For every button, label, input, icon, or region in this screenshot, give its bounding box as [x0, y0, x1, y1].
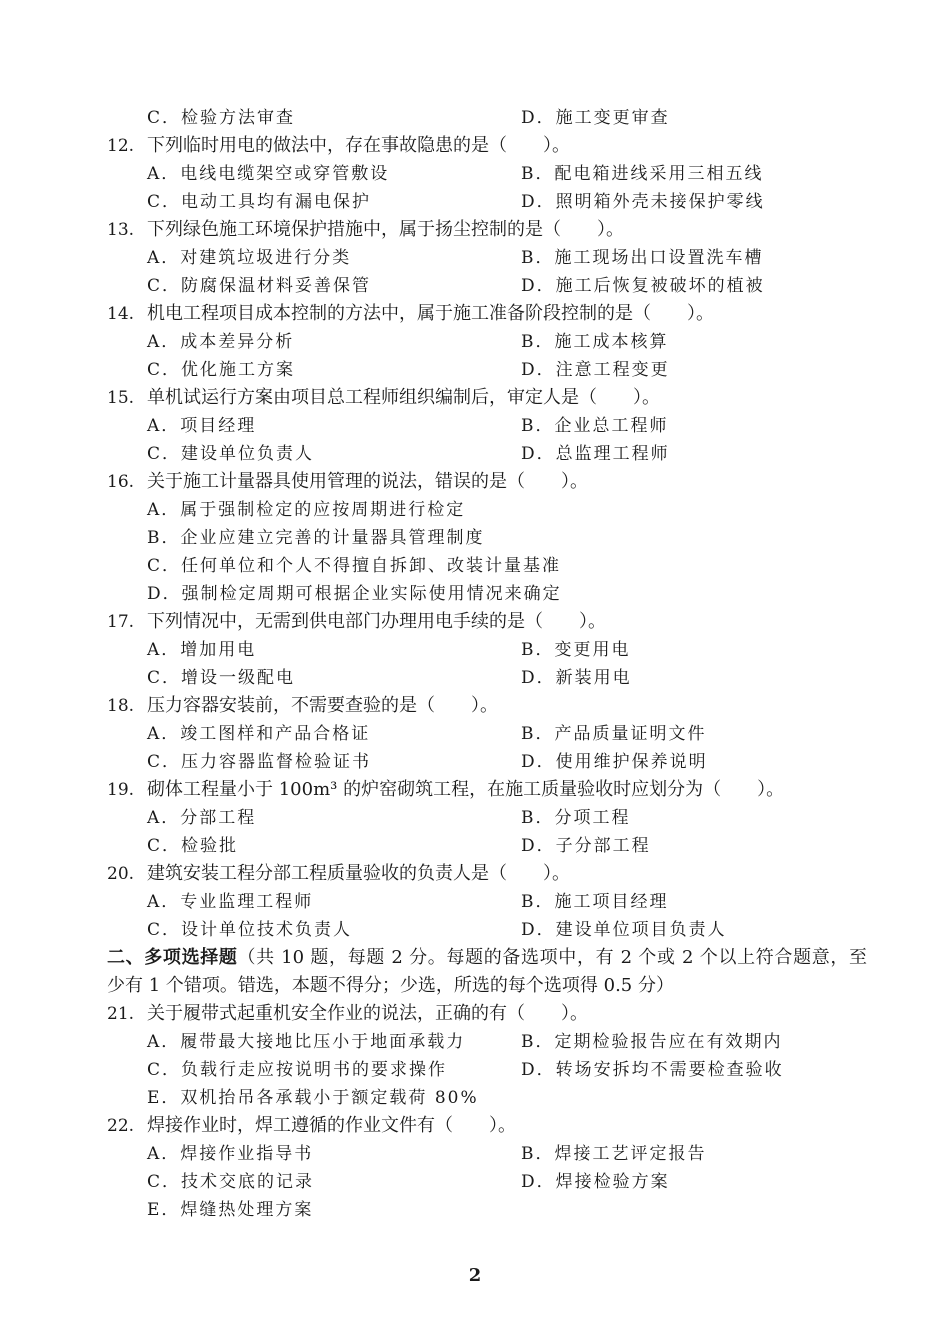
option-b: B．产品质量证明文件 — [521, 724, 707, 744]
option-row — [0, 272, 950, 300]
option-b: B．施工成本核算 — [521, 332, 669, 352]
option-a: A．分部工程 — [147, 808, 257, 828]
option-d: D．施工后恢复被破坏的植被 — [521, 276, 765, 296]
option-a: A．电线电缆架空或穿管敷设 — [147, 164, 390, 184]
option-d: D．建设单位项目负责人 — [521, 920, 727, 940]
question-number: 17. — [107, 612, 135, 632]
question-number: 16. — [107, 472, 135, 492]
option-c: C．建设单位负责人 — [147, 444, 315, 464]
option-row — [0, 1140, 950, 1168]
option-row — [0, 580, 950, 608]
option-c: C．技术交底的记录 — [147, 1172, 315, 1192]
option-c: C．优化施工方案 — [147, 360, 296, 380]
option-row — [0, 188, 950, 216]
question-stem: 砌体工程量小于 100m³ 的炉窑砌筑工程，在施工质量验收时应划分为（ ）。 — [147, 779, 785, 800]
option-row — [0, 1056, 950, 1084]
question-21 — [0, 1000, 950, 1028]
question-17 — [0, 608, 950, 636]
question-number: 21. — [107, 1004, 135, 1024]
question-18 — [0, 692, 950, 720]
option-a: A．项目经理 — [147, 416, 257, 436]
option-row — [0, 412, 950, 440]
option-a: A．成本差异分析 — [147, 332, 295, 352]
option-c: C．防腐保温材料妥善保管 — [147, 276, 372, 296]
question-stem: 建筑安装工程分部工程质量验收的负责人是（ ）。 — [147, 863, 570, 884]
option-b: B．变更用电 — [521, 640, 631, 660]
option-row — [0, 664, 950, 692]
option-row — [0, 328, 950, 356]
option-row — [0, 244, 950, 272]
option-b: B．企业应建立完善的计量器具管理制度 — [147, 528, 485, 548]
option-d: D．总监理工程师 — [521, 444, 670, 464]
option-row — [0, 720, 950, 748]
option-d: D．照明箱外壳未接保护零线 — [521, 192, 765, 212]
option-a: A．对建筑垃圾进行分类 — [147, 248, 352, 268]
question-stem: 关于履带式起重机安全作业的说法，正确的有（ ）。 — [147, 1003, 588, 1024]
question-stem: 焊接作业时，焊工遵循的作业文件有（ ）。 — [147, 1115, 516, 1136]
option-c: C．设计单位技术负责人 — [147, 920, 353, 940]
option-row — [0, 1028, 950, 1056]
question-stem: 机电工程项目成本控制的方法中，属于施工准备阶段控制的是（ ）。 — [147, 303, 714, 324]
question-20 — [0, 860, 950, 888]
option-row — [0, 524, 950, 552]
question-number: 12. — [107, 136, 135, 156]
option-b: B．施工现场出口设置洗车槽 — [521, 248, 764, 268]
option-b: B．定期检验报告应在有效期内 — [521, 1032, 783, 1052]
option-row — [0, 916, 950, 944]
question-stem: 压力容器安装前，不需要查验的是（ ）。 — [147, 695, 498, 716]
option-c: C．负载行走应按说明书的要求操作 — [147, 1060, 448, 1080]
option-b: B．配电箱进线采用三相五线 — [521, 164, 764, 184]
option-row — [0, 804, 950, 832]
question-number: 19. — [107, 780, 135, 800]
question-22 — [0, 1112, 950, 1140]
option-row — [0, 1168, 950, 1196]
section-title: 二、多项选择题 — [107, 947, 238, 968]
question-12 — [0, 132, 950, 160]
question-stem: 关于施工计量器具使用管理的说法，错误的是（ ）。 — [147, 471, 588, 492]
option-b: B．施工项目经理 — [521, 892, 669, 912]
question-number: 13. — [107, 220, 135, 240]
option-b: B．企业总工程师 — [521, 416, 669, 436]
question-stem: 下列绿色施工环境保护措施中，属于扬尘控制的是（ ）。 — [147, 219, 624, 240]
section-instructions-cont: 少有 1 个错项。错选，本题不得分；少选，所选的每个选项得 0.5 分） — [107, 975, 674, 996]
option-e: E．双机抬吊各承载小于额定载荷 80% — [147, 1088, 479, 1108]
option-b: B．焊接工艺评定报告 — [521, 1144, 707, 1164]
option-a: A．履带最大接地比压小于地面承载力 — [147, 1032, 466, 1052]
question-15 — [0, 384, 950, 412]
option-row — [0, 104, 950, 132]
option-d: D．子分部工程 — [521, 836, 651, 856]
option-a: A．专业监理工程师 — [147, 892, 314, 912]
option-d: D．注意工程变更 — [521, 360, 670, 380]
option-d: D．焊接检验方案 — [521, 1172, 670, 1192]
section-instructions: （共 10 题，每题 2 分。每题的备选项中，有 2 个或 2 个以上符合题意，至 — [237, 947, 868, 968]
option-b: B．分项工程 — [521, 808, 631, 828]
option-row — [0, 1084, 950, 1112]
question-stem: 单机试运行方案由项目总工程师组织编制后，审定人是（ ）。 — [147, 387, 660, 408]
option-row — [0, 1196, 950, 1224]
page-number: 2 — [468, 1265, 482, 1286]
option-d: D．转场安拆均不需要检查验收 — [521, 1060, 784, 1080]
option-a: A．焊接作业指导书 — [147, 1144, 314, 1164]
option-c: C．任何单位和个人不得擅自拆卸、改装计量基准 — [147, 556, 562, 576]
option-a: A．属于强制检定的应按周期进行检定 — [147, 500, 466, 520]
question-13 — [0, 216, 950, 244]
option-c: C．检验方法审查 — [147, 108, 296, 128]
option-row — [0, 496, 950, 524]
option-c: C．电动工具均有漏电保护 — [147, 192, 372, 212]
option-d: D．新装用电 — [521, 668, 632, 688]
option-c: C．压力容器监督检验证书 — [147, 752, 372, 772]
question-number: 14. — [107, 304, 135, 324]
option-c: C．增设一级配电 — [147, 668, 296, 688]
question-number: 22. — [107, 1116, 135, 1136]
question-number: 15. — [107, 388, 135, 408]
question-number: 18. — [107, 696, 135, 716]
option-row — [0, 888, 950, 916]
question-14 — [0, 300, 950, 328]
option-row — [0, 440, 950, 468]
option-row — [0, 636, 950, 664]
option-row — [0, 748, 950, 776]
option-a: A．增加用电 — [147, 640, 257, 660]
question-16 — [0, 468, 950, 496]
question-stem: 下列情况中，无需到供电部门办理用电手续的是（ ）。 — [147, 611, 606, 632]
option-d: D．强制检定周期可根据企业实际使用情况来确定 — [147, 584, 562, 604]
question-stem: 下列临时用电的做法中，存在事故隐患的是（ ）。 — [147, 135, 570, 156]
option-row — [0, 552, 950, 580]
option-d: D．使用维护保养说明 — [521, 752, 708, 772]
question-19 — [0, 776, 950, 804]
option-a: A．竣工图样和产品合格证 — [147, 724, 371, 744]
option-c: C．检验批 — [147, 836, 239, 856]
question-number: 20. — [107, 864, 135, 884]
option-e: E．焊缝热处理方案 — [147, 1200, 314, 1220]
option-row — [0, 356, 950, 384]
section-heading — [107, 944, 867, 972]
option-row — [0, 832, 950, 860]
option-d: D．施工变更审查 — [521, 108, 670, 128]
option-row — [0, 160, 950, 188]
